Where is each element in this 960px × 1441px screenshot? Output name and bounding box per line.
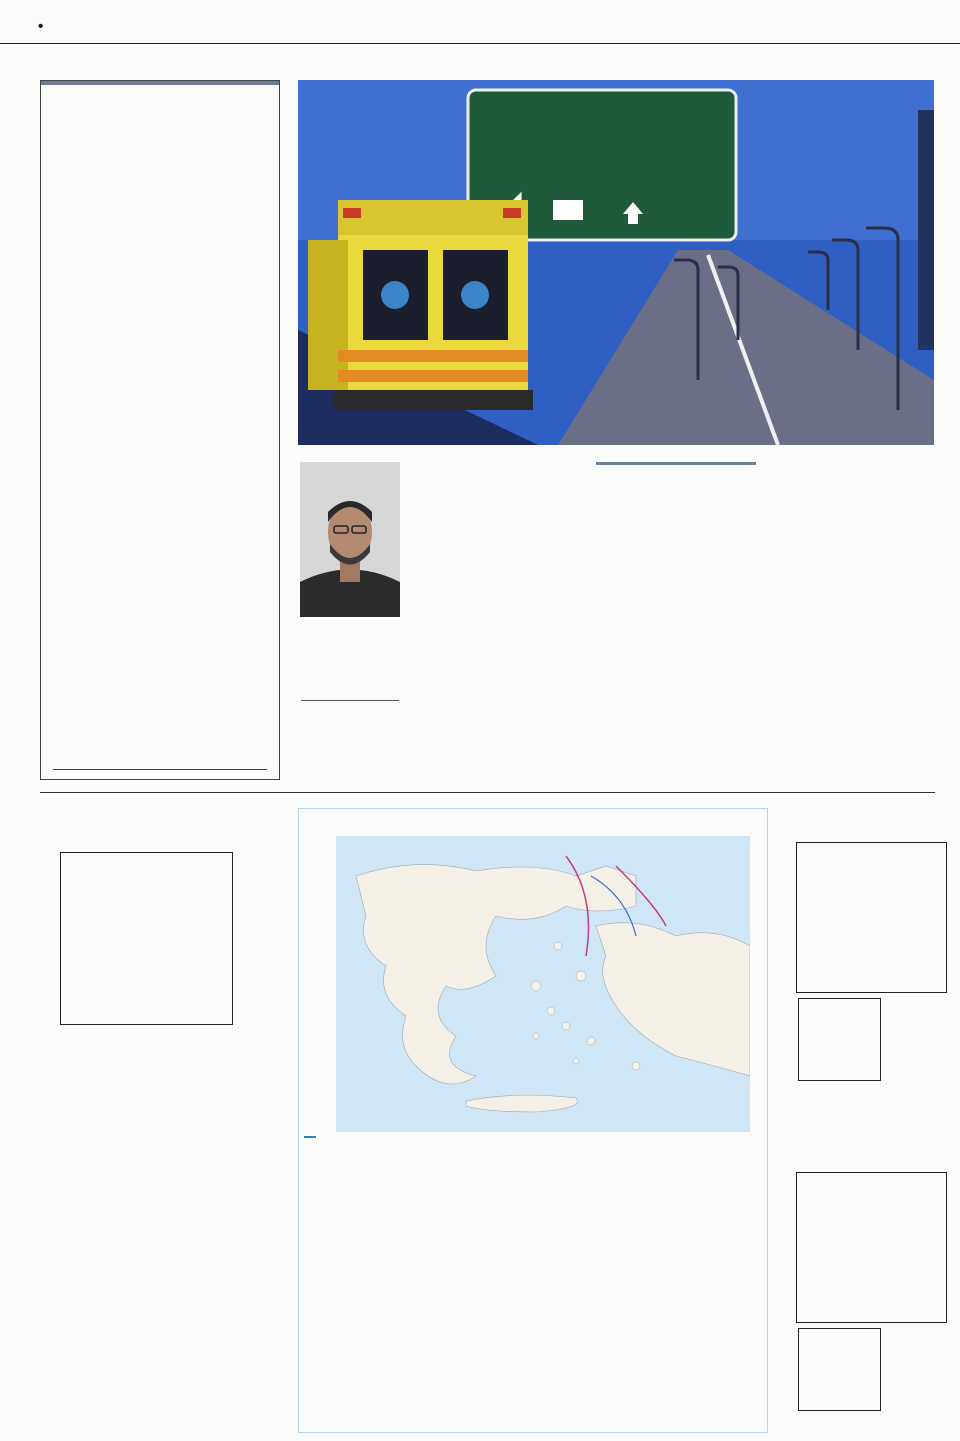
general-outlook-title: [304, 1136, 316, 1138]
sudoku-easy-grid[interactable]: [796, 842, 947, 993]
exit-box: [553, 200, 583, 220]
sudoku-prev-solution-grid-2: [798, 1328, 881, 1411]
column-maskes: [596, 462, 756, 782]
weather-city-labels: [336, 836, 750, 1132]
ambulance: [308, 200, 533, 410]
weather-legend-left: [300, 836, 334, 1136]
crossword-clues-across: [45, 1036, 147, 1040]
article-body-3: [596, 479, 756, 709]
article-body-4: [768, 462, 934, 782]
article-body: [41, 105, 279, 665]
page-number: •: [38, 18, 44, 35]
author-photo: [300, 462, 400, 617]
weather-legend-right: [750, 836, 770, 1136]
section-divider: [40, 792, 935, 793]
article-body-2: [408, 462, 585, 782]
crossword-grid[interactable]: [60, 852, 233, 1025]
page-header: [0, 0, 960, 44]
sudoku-hard-grid[interactable]: [796, 1172, 947, 1323]
author-note: [53, 769, 267, 773]
column-kathimerina: [40, 80, 280, 780]
sudoku-prev-solution-grid: [798, 998, 881, 1081]
divider: [301, 700, 399, 701]
ambulance-cartoon: [298, 80, 934, 445]
crossword-col-numbers: [60, 834, 231, 848]
cartoon-illustration: [298, 80, 934, 445]
portrait-image: [300, 462, 400, 617]
crossword-row-numbers: [44, 852, 58, 1023]
